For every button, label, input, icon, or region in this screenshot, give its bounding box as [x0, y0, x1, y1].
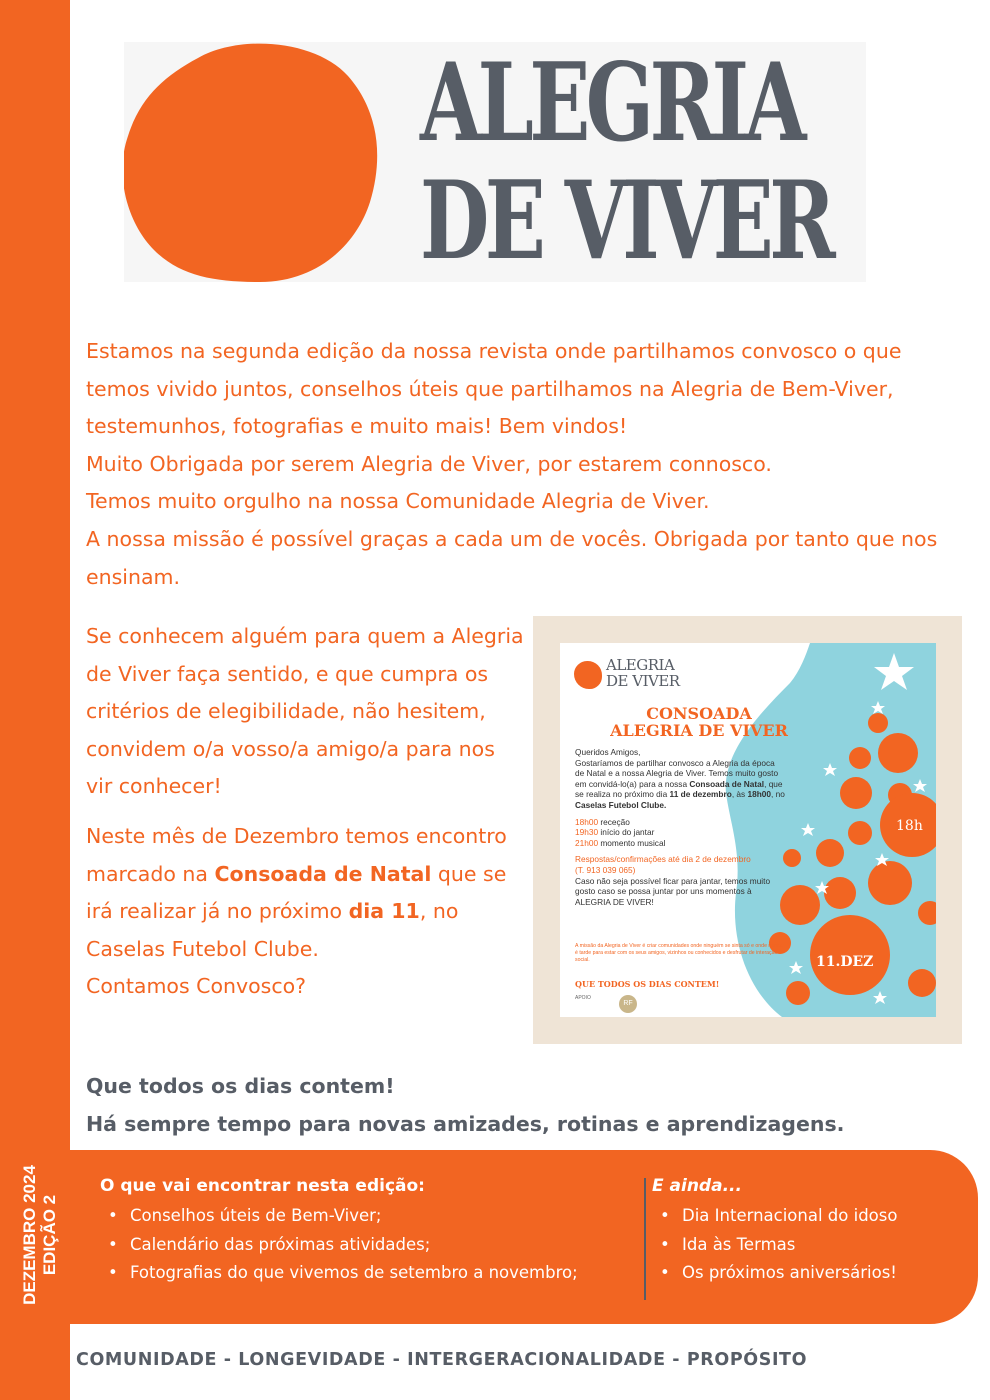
intro-paragraph: Muito Obrigada por serem Alegria de Viver, por estarem connosco. [86, 451, 772, 476]
consoada-paragraph [86, 818, 526, 968]
bold-span: dia 11 [348, 899, 420, 924]
list-item: • Calendário das próximas atividades; [100, 1231, 640, 1260]
schedule-time: 21h00 [575, 837, 599, 848]
flyer-logo-line: DE VIVER [606, 672, 680, 690]
flyer-title-line: CONSOADA [646, 704, 752, 723]
closing-line: Há sempre tempo para novas amizades, rotinas e aprendizagens. [86, 1111, 845, 1136]
text-span: Neste mês de Dezembro temos encontro marcado na [86, 823, 507, 886]
flyer-schedule [575, 817, 785, 849]
divider [644, 1178, 646, 1300]
orange-blob-logo-icon [124, 42, 382, 282]
schedule-label: momento musical [600, 837, 666, 848]
text-span: que se irá realizar já no próximo [86, 861, 507, 924]
flyer-title [584, 705, 814, 739]
magazine-title [420, 44, 831, 280]
intro-paragraph: Estamos na segunda edição da nossa revista onde partilhamos convosco o que temos vivido juntos, conselhos úteis que partilhamos na Alegria de Bem-Viver, testemunhos, fotografias e muito mais! Bem vindos! [86, 339, 902, 439]
closing-line: Que todos os dias contem! [86, 1074, 395, 1098]
contents-heading: O que vai encontrar nesta edição: [100, 1176, 425, 1196]
text-span: , que se realiza no próximo dia [575, 778, 783, 800]
contents-list [100, 1202, 640, 1288]
edition-number: EDIÇÃO 2 [40, 1194, 59, 1276]
flyer-greeting: Queridos Amigos, [575, 747, 641, 757]
bold-span: Consoada de Natal [214, 861, 432, 886]
list-item: • Fotografias do que vivemos de setembro a novembro; [100, 1259, 640, 1288]
schedule-time: 18h00 [575, 816, 599, 827]
edition-date: DEZEMBRO 2024 [20, 1165, 39, 1305]
flyer-rsvp-phone: (T. 913 039 065) [575, 864, 636, 875]
text-span: , no Caselas Futebol Clube. [86, 899, 459, 961]
event-flyer-image [533, 616, 962, 1044]
text-span: , no [771, 789, 785, 800]
extras-list [652, 1202, 952, 1288]
schedule-row [575, 827, 785, 838]
flyer-footer: QUE TODOS OS DIAS CONTEM! [575, 979, 720, 989]
closing-text [86, 1068, 966, 1143]
flyer-invite-text [575, 758, 785, 811]
schedule-label: início do jantar [600, 827, 655, 838]
schedule-row [575, 838, 785, 849]
flyer-rsvp-text: Caso não seja possível ficar para jantar, temos muito gosto caso se possa juntar por uns momentos à ALEGRIA DE VIVER! [575, 875, 771, 907]
extras-heading: E ainda... [652, 1176, 742, 1196]
list-item: • Os próximos aniversários! [652, 1259, 952, 1288]
sponsor-logo [651, 995, 699, 1015]
flyer-body [575, 747, 785, 907]
text-span: , às [731, 789, 748, 800]
list-item: • Ida às Termas [652, 1231, 952, 1260]
masthead-logo [124, 42, 866, 282]
sponsor-logo: RF [619, 995, 637, 1013]
schedule-label: receção [600, 816, 630, 827]
edition-contents-panel [70, 1150, 978, 1324]
invitation-text [86, 618, 526, 1006]
title-line-1: ALEGRIA [420, 42, 803, 166]
sponsor-label: APOIO [575, 995, 591, 1001]
flyer-time-tag: 18h [896, 818, 923, 834]
intro-text [86, 333, 966, 596]
bold-span: 18h00 [747, 789, 772, 800]
contents-right [652, 1174, 952, 1288]
schedule-row [575, 817, 785, 828]
bold-span: Caselas Futebol Clube. [575, 799, 667, 810]
orange-blob-icon [574, 661, 602, 689]
contents-left [100, 1174, 640, 1288]
footer-tagline: COMUNIDADE - LONGEVIDADE - INTERGERACIONALIDADE - PROPÓSITO [76, 1350, 808, 1370]
flyer-logo [574, 657, 704, 691]
edition-label [20, 1140, 64, 1330]
bold-span: Consoada de Natal [689, 778, 765, 789]
flyer-title-line: ALEGRIA DE VIVER [610, 721, 788, 740]
flyer-rsvp-title: Respostas/confirmações até dia 2 de dezembro [575, 854, 751, 865]
title-line-2: DE VIVER [420, 158, 832, 282]
intro-paragraph: A nossa missão é possível graças a cada um de vocês. Obrigada por tanto que nos ensinam. [86, 526, 938, 589]
flyer-logo-text [606, 657, 680, 689]
flyer-date-tag: 11.DEZ [816, 954, 874, 970]
intro-paragraph: Temos muito orgulho na nossa Comunidade Alegria de Viver. [86, 489, 710, 514]
flyer-card [560, 643, 936, 1017]
flyer-mission: A missão da Alegria de Viver é criar comunidades onde ninguém se sinta só e onde nunca é tarde para estar com os seus amigos, vizinhos ou conhecidos e desfrutar de interação social. [575, 943, 783, 963]
text-span: Gostaríamos de partilhar convosco a Alegria da época de Natal e a nossa Alegria de Viver. Temos muito gosto em convidá-lo(a) para a nossa [575, 757, 779, 789]
flyer-sponsors [575, 995, 725, 1017]
list-item: • Conselhos úteis de Bem-Viver; [100, 1202, 640, 1231]
schedule-time: 19h30 [575, 827, 599, 838]
list-item: • Dia Internacional do idoso [652, 1202, 952, 1231]
referral-paragraph: Se conhecem alguém para quem a Alegria de Viver faça sentido, e que cumpra os critérios de elegibilidade, não hesitem, convidem o/a vosso/a amigo/a para nos vir conhecer! [86, 624, 524, 799]
bold-span: 11 de dezembro [669, 789, 732, 800]
closing-question: Contamos Convosco? [86, 974, 307, 999]
flyer-logo-line: ALEGRIA [606, 656, 675, 674]
left-sidebar [0, 0, 70, 1400]
